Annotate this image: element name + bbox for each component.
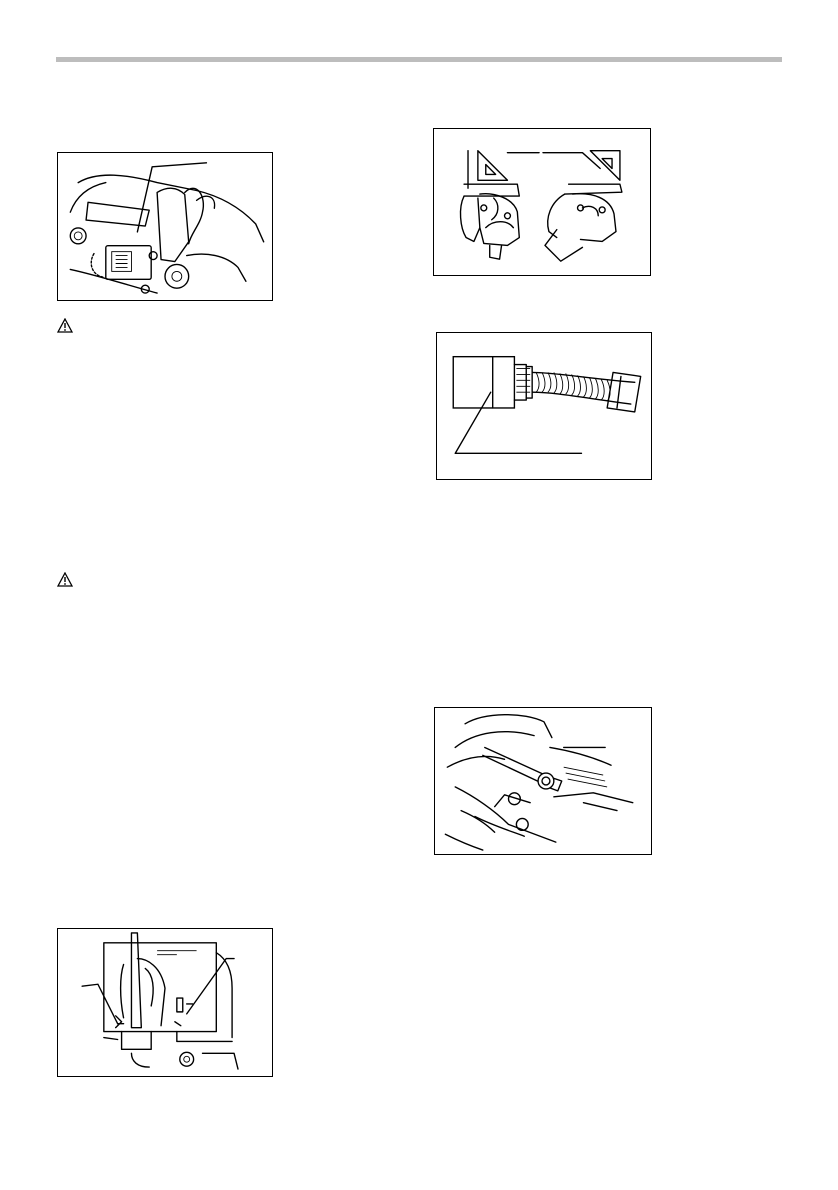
figure-triangular-rule-check [433, 128, 651, 276]
saw-handle-illustration [58, 153, 272, 300]
blade-square-illustration [434, 129, 650, 275]
figure-handle-lock [57, 152, 273, 301]
header-rule [56, 57, 782, 62]
figure-base-plate [57, 928, 273, 1077]
warning-triangle-icon [57, 572, 73, 587]
carbon-brush-illustration [437, 333, 651, 479]
figure-carbon-brush [436, 332, 652, 480]
base-plate-illustration [58, 929, 272, 1076]
screwdriver-illustration [435, 708, 651, 854]
figure-brush-holder-cap [434, 707, 652, 855]
warning-triangle-icon [57, 318, 73, 333]
